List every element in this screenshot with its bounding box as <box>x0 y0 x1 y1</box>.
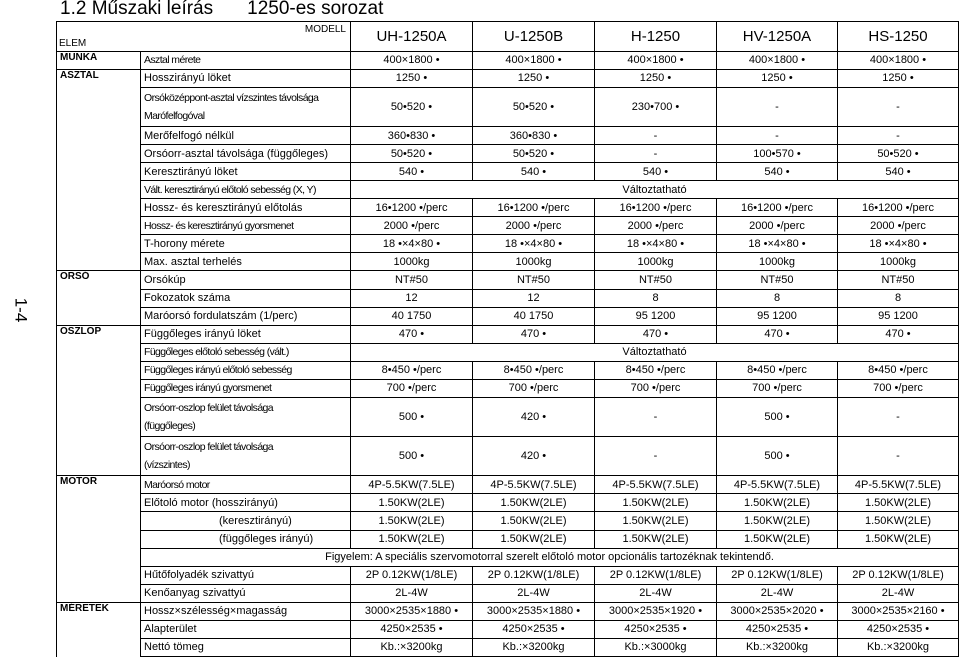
row-label-text: Maróorsó fordulatszám (1/perc) <box>144 310 298 323</box>
row-label <box>141 476 351 494</box>
row-label <box>141 379 351 397</box>
value-cell: Kb.:×3200kg <box>351 638 473 656</box>
section-cell <box>57 163 141 181</box>
value-cell: Kb.:×3200kg <box>838 638 959 656</box>
section-cell <box>57 235 141 253</box>
value-cell: 1000kg <box>595 253 717 271</box>
header-corner-cell <box>57 22 351 52</box>
section-cell <box>57 217 141 235</box>
section-cell <box>57 69 141 87</box>
section-cell <box>57 638 141 656</box>
value-cell: - <box>838 397 959 436</box>
row-label-text: Függőleges irányú löket <box>144 328 261 341</box>
value-cell: 3000×2535×2020 • <box>717 602 838 620</box>
row-label-text: Vált. keresztirányú előtoló sebesség (X, Y) <box>144 183 316 196</box>
row-label-text: Orsóorr-oszlop felület távolsága <box>144 401 274 414</box>
value-cell: 1.50KW(2LE) <box>595 494 717 512</box>
table-row <box>57 530 959 548</box>
value-cell: 2000 •/perc <box>351 217 473 235</box>
section-label: ORSÓ <box>60 271 90 283</box>
value-cell: 470 • <box>717 325 838 343</box>
row-label <box>141 181 351 199</box>
title-main: Műszaki leírás <box>91 0 214 19</box>
model-header: HS-1250 <box>838 22 959 52</box>
value-cell: - <box>838 127 959 145</box>
value-cell: 2000 •/perc <box>473 217 595 235</box>
value-cell: 500 • <box>717 437 838 476</box>
value-cell: 1250 • <box>351 69 473 87</box>
row-label-text: Függőleges irányú előtoló sebesség <box>144 364 292 377</box>
value-cell: 8•450 •/perc <box>595 361 717 379</box>
value-cell: 3000×2535×2160 • <box>838 602 959 620</box>
section-cell <box>57 343 141 361</box>
value-cell: 95 1200 <box>838 307 959 325</box>
model-header: HV-1250A <box>717 22 838 52</box>
value-cell: 400×1800 • <box>473 51 595 69</box>
value-cell: 500 • <box>351 397 473 436</box>
value-cell: - <box>595 127 717 145</box>
row-label-text: Kenőanyag szivattyú <box>144 587 246 600</box>
model-header: U-1250B <box>473 22 595 52</box>
value-cell: 1250 • <box>595 69 717 87</box>
value-cell: 470 • <box>838 325 959 343</box>
value-cell: 700 •/perc <box>838 379 959 397</box>
value-cell: 8•450 •/perc <box>351 361 473 379</box>
section-label: MÉRETEK <box>60 602 109 614</box>
value-cell: 8•450 •/perc <box>838 361 959 379</box>
value-cell: 95 1200 <box>717 307 838 325</box>
section-cell <box>57 437 141 476</box>
value-cell: 470 • <box>351 325 473 343</box>
section-cell <box>57 548 141 566</box>
section-cell <box>57 361 141 379</box>
value-cell: - <box>838 437 959 476</box>
page-number: 1-4 <box>11 297 31 323</box>
note-cell: Változtatható <box>351 181 959 199</box>
section-cell <box>57 289 141 307</box>
value-cell: Kb.:×3200kg <box>473 638 595 656</box>
value-cell: 2000 •/perc <box>595 217 717 235</box>
section-cell <box>57 494 141 512</box>
table-row <box>57 163 959 181</box>
row-label-text: Alapterület <box>144 623 197 636</box>
row-label <box>141 289 351 307</box>
value-cell: 8•450 •/perc <box>717 361 838 379</box>
row-label <box>141 530 351 548</box>
section-cell <box>57 620 141 638</box>
value-cell: NT#50 <box>351 271 473 289</box>
row-label-text: Fokozatok száma <box>144 292 231 305</box>
section-cell <box>57 145 141 163</box>
row-label <box>141 494 351 512</box>
value-cell: 1.50KW(2LE) <box>473 494 595 512</box>
row-label-text: Orsóorr-asztal távolsága (függőleges) <box>144 147 329 160</box>
table-row <box>57 181 959 199</box>
elem-label: ELEM <box>59 37 87 49</box>
value-cell: 540 • <box>595 163 717 181</box>
value-cell: 700 •/perc <box>351 379 473 397</box>
value-cell: 18 •×4×80 • <box>595 235 717 253</box>
value-cell: - <box>838 87 959 126</box>
row-label-text: (függőleges irányú) <box>219 533 314 546</box>
table-row <box>57 584 959 602</box>
value-cell: 3000×2535×1880 • <box>351 602 473 620</box>
row-label <box>141 145 351 163</box>
row-label-text-2: Marófelfogóval <box>144 109 205 122</box>
table-row <box>57 566 959 584</box>
value-cell: 4250×2535 • <box>473 620 595 638</box>
row-label <box>141 584 351 602</box>
value-cell: - <box>595 145 717 163</box>
table-row <box>57 289 959 307</box>
value-cell: 3000×2535×1920 • <box>595 602 717 620</box>
row-label-text-2: (függőleges) <box>144 419 196 432</box>
row-label-text: Függőleges előtoló sebesség (vált.) <box>144 346 289 359</box>
section-cell <box>57 602 141 620</box>
section-cell <box>57 199 141 217</box>
value-cell: 2L-4W <box>595 584 717 602</box>
section-number: 1.2 <box>60 0 87 19</box>
row-label <box>141 51 351 69</box>
section-cell <box>57 307 141 325</box>
note-cell: Figyelem: A speciális szervomotorral szerelt előtoló motor opcionális tartozéknak tekintendő. <box>141 548 959 566</box>
table-row <box>57 69 959 87</box>
table-row <box>57 343 959 361</box>
spec-table <box>56 21 959 657</box>
table-row <box>57 379 959 397</box>
row-label-text: Hossz- és keresztirányú gyorsmenet <box>144 219 294 232</box>
value-cell: 1000kg <box>838 253 959 271</box>
value-cell: 1.50KW(2LE) <box>838 530 959 548</box>
row-label-text: Előtoló motor (hosszirányú) <box>144 496 278 509</box>
row-label-text: Asztal mérete <box>144 54 201 67</box>
value-cell: 1250 • <box>473 69 595 87</box>
table-row <box>57 638 959 656</box>
section-label: ASZTAL <box>60 69 99 81</box>
row-label <box>141 325 351 343</box>
value-cell: NT#50 <box>595 271 717 289</box>
section-cell <box>57 379 141 397</box>
table-row <box>57 361 959 379</box>
row-label-text: Orsóközéppont-asztal vízszintes távolsága <box>144 91 319 104</box>
value-cell: 50•520 • <box>473 145 595 163</box>
value-cell: 4250×2535 • <box>838 620 959 638</box>
row-label-text: Hosszirányú löket <box>144 72 231 85</box>
table-row <box>57 145 959 163</box>
value-cell: 40 1750 <box>473 307 595 325</box>
value-cell: 360•830 • <box>351 127 473 145</box>
value-cell: 1250 • <box>717 69 838 87</box>
row-label <box>141 566 351 584</box>
row-label <box>141 217 351 235</box>
value-cell: 1.50KW(2LE) <box>717 494 838 512</box>
value-cell: 4250×2535 • <box>351 620 473 638</box>
row-label-text: T-horony mérete <box>144 237 225 250</box>
value-cell: Kb.:×3000kg <box>595 638 717 656</box>
section-cell <box>57 271 141 289</box>
row-label-text: Orsóorr-oszlop felület távolsága <box>144 441 274 454</box>
value-cell: 400×1800 • <box>717 51 838 69</box>
value-cell: 3000×2535×1880 • <box>473 602 595 620</box>
value-cell: 470 • <box>595 325 717 343</box>
model-header: UH-1250A <box>351 22 473 52</box>
value-cell: - <box>595 437 717 476</box>
table-row <box>57 494 959 512</box>
row-label <box>141 361 351 379</box>
value-cell: NT#50 <box>717 271 838 289</box>
value-cell: 1.50KW(2LE) <box>838 512 959 530</box>
value-cell: 8 <box>838 289 959 307</box>
row-label-text: Max. asztal terhelés <box>144 255 242 268</box>
value-cell: 2000 •/perc <box>717 217 838 235</box>
table-row <box>57 127 959 145</box>
value-cell: 40 1750 <box>351 307 473 325</box>
table-row <box>57 271 959 289</box>
row-label <box>141 343 351 361</box>
table-row <box>57 87 959 126</box>
section-cell <box>57 253 141 271</box>
row-label-text-2: (vízszintes) <box>144 459 190 472</box>
row-label <box>141 638 351 656</box>
row-label <box>141 271 351 289</box>
value-cell: 8 <box>717 289 838 307</box>
row-label-text: Hűtőfolyadék szivattyú <box>144 569 255 582</box>
value-cell: 1.50KW(2LE) <box>351 494 473 512</box>
value-cell: 12 <box>473 289 595 307</box>
value-cell: 100•570 • <box>717 145 838 163</box>
row-label <box>141 163 351 181</box>
table-row <box>57 253 959 271</box>
value-cell: 230•700 • <box>595 87 717 126</box>
section-cell <box>57 325 141 343</box>
value-cell: 18 •×4×80 • <box>473 235 595 253</box>
value-cell: Kb.:×3200kg <box>717 638 838 656</box>
value-cell: 2P 0.12KW(1/8LE) <box>838 566 959 584</box>
value-cell: 700 •/perc <box>595 379 717 397</box>
row-label <box>141 87 351 126</box>
value-cell: 2L-4W <box>717 584 838 602</box>
value-cell: 4250×2535 • <box>717 620 838 638</box>
section-cell <box>57 530 141 548</box>
value-cell: 12 <box>351 289 473 307</box>
value-cell: 2P 0.12KW(1/8LE) <box>351 566 473 584</box>
row-label-text: Maróorsó motor <box>144 478 210 491</box>
value-cell: 4P-5.5KW(7.5LE) <box>838 476 959 494</box>
value-cell: 400×1800 • <box>838 51 959 69</box>
value-cell: 540 • <box>717 163 838 181</box>
value-cell: 420 • <box>473 437 595 476</box>
row-label <box>141 620 351 638</box>
value-cell: 540 • <box>351 163 473 181</box>
value-cell: 16•1200 •/perc <box>717 199 838 217</box>
section-label: MOTOR <box>60 476 98 488</box>
value-cell: 540 • <box>838 163 959 181</box>
row-label <box>141 253 351 271</box>
value-cell: 4P-5.5KW(7.5LE) <box>351 476 473 494</box>
row-label-text: Orsókúp <box>144 273 186 286</box>
value-cell: 18 •×4×80 • <box>717 235 838 253</box>
table-row <box>57 217 959 235</box>
value-cell: 2P 0.12KW(1/8LE) <box>473 566 595 584</box>
row-label-text: Hossz- és keresztirányú előtolás <box>144 201 303 214</box>
value-cell: 2P 0.12KW(1/8LE) <box>717 566 838 584</box>
value-cell: 470 • <box>473 325 595 343</box>
value-cell: - <box>717 127 838 145</box>
value-cell: 1.50KW(2LE) <box>838 494 959 512</box>
table-row <box>57 51 959 69</box>
section-cell <box>57 476 141 494</box>
value-cell: 16•1200 •/perc <box>838 199 959 217</box>
row-label <box>141 512 351 530</box>
title-series: 1250-es sorozat <box>247 0 384 19</box>
row-label <box>141 602 351 620</box>
value-cell: 1.50KW(2LE) <box>351 530 473 548</box>
table-row <box>57 437 959 476</box>
value-cell: 1000kg <box>717 253 838 271</box>
row-label <box>141 437 351 476</box>
value-cell: 700 •/perc <box>473 379 595 397</box>
row-label-text: (keresztirányú) <box>219 514 292 527</box>
row-label <box>141 127 351 145</box>
value-cell: 420 • <box>473 397 595 436</box>
value-cell: 16•1200 •/perc <box>351 199 473 217</box>
row-label-text: Függőleges irányú gyorsmenet <box>144 382 272 395</box>
table-row <box>57 325 959 343</box>
value-cell: 18 •×4×80 • <box>351 235 473 253</box>
value-cell: 16•1200 •/perc <box>595 199 717 217</box>
section-cell <box>57 584 141 602</box>
modell-label: MODELL <box>304 24 346 35</box>
value-cell: 1.50KW(2LE) <box>351 512 473 530</box>
value-cell: 1000kg <box>351 253 473 271</box>
model-header: H-1250 <box>595 22 717 52</box>
value-cell: NT#50 <box>838 271 959 289</box>
value-cell: 18 •×4×80 • <box>838 235 959 253</box>
row-label <box>141 397 351 436</box>
row-label-text: Nettó tömeg <box>144 641 204 654</box>
value-cell: 1.50KW(2LE) <box>595 530 717 548</box>
value-cell: 500 • <box>351 437 473 476</box>
row-label <box>141 69 351 87</box>
value-cell: 50•520 • <box>351 87 473 126</box>
value-cell: 2L-4W <box>838 584 959 602</box>
value-cell: 4P-5.5KW(7.5LE) <box>473 476 595 494</box>
table-row <box>57 620 959 638</box>
section-label: MUNKA <box>60 51 98 63</box>
row-label-text: Merőfelfogó nélkül <box>144 129 234 142</box>
header-row <box>57 22 959 52</box>
value-cell: 400×1800 • <box>595 51 717 69</box>
value-cell: - <box>595 397 717 436</box>
table-row <box>57 548 959 566</box>
row-label <box>141 235 351 253</box>
table-row <box>57 235 959 253</box>
value-cell: 1.50KW(2LE) <box>473 512 595 530</box>
table-row <box>57 199 959 217</box>
value-cell: 8•450 •/perc <box>473 361 595 379</box>
value-cell: NT#50 <box>473 271 595 289</box>
table-row <box>57 602 959 620</box>
value-cell: 1.50KW(2LE) <box>717 512 838 530</box>
value-cell: 2000 •/perc <box>838 217 959 235</box>
value-cell: 4P-5.5KW(7.5LE) <box>717 476 838 494</box>
section-cell <box>57 127 141 145</box>
value-cell: 360•830 • <box>473 127 595 145</box>
section-cell <box>57 566 141 584</box>
value-cell: 50•520 • <box>838 145 959 163</box>
value-cell: 400×1800 • <box>351 51 473 69</box>
row-label-text: Hossz×szélesség×magasság <box>144 605 288 618</box>
row-label <box>141 307 351 325</box>
table-row <box>57 397 959 436</box>
value-cell: 1250 • <box>838 69 959 87</box>
value-cell: 50•520 • <box>473 87 595 126</box>
value-cell: 16•1200 •/perc <box>473 199 595 217</box>
value-cell: 2P 0.12KW(1/8LE) <box>595 566 717 584</box>
section-cell <box>57 181 141 199</box>
table-row <box>57 307 959 325</box>
value-cell: 540 • <box>473 163 595 181</box>
value-cell: 1.50KW(2LE) <box>717 530 838 548</box>
row-label-text: Keresztirányú löket <box>144 165 238 178</box>
value-cell: 1000kg <box>473 253 595 271</box>
value-cell: 2L-4W <box>473 584 595 602</box>
value-cell: 95 1200 <box>595 307 717 325</box>
note-cell: Változtatható <box>351 343 959 361</box>
row-label <box>141 199 351 217</box>
table-row <box>57 512 959 530</box>
section-cell <box>57 397 141 436</box>
value-cell: 1.50KW(2LE) <box>595 512 717 530</box>
value-cell: 1.50KW(2LE) <box>473 530 595 548</box>
table-row <box>57 476 959 494</box>
document-title <box>60 0 383 20</box>
value-cell: 2L-4W <box>351 584 473 602</box>
section-cell <box>57 87 141 126</box>
value-cell: 500 • <box>717 397 838 436</box>
value-cell: 4250×2535 • <box>595 620 717 638</box>
value-cell: 700 •/perc <box>717 379 838 397</box>
section-label: OSZLOP <box>60 325 102 337</box>
section-cell <box>57 512 141 530</box>
value-cell: 4P-5.5KW(7.5LE) <box>595 476 717 494</box>
value-cell: 50•520 • <box>351 145 473 163</box>
section-cell <box>57 51 141 69</box>
value-cell: - <box>717 87 838 126</box>
value-cell: 8 <box>595 289 717 307</box>
